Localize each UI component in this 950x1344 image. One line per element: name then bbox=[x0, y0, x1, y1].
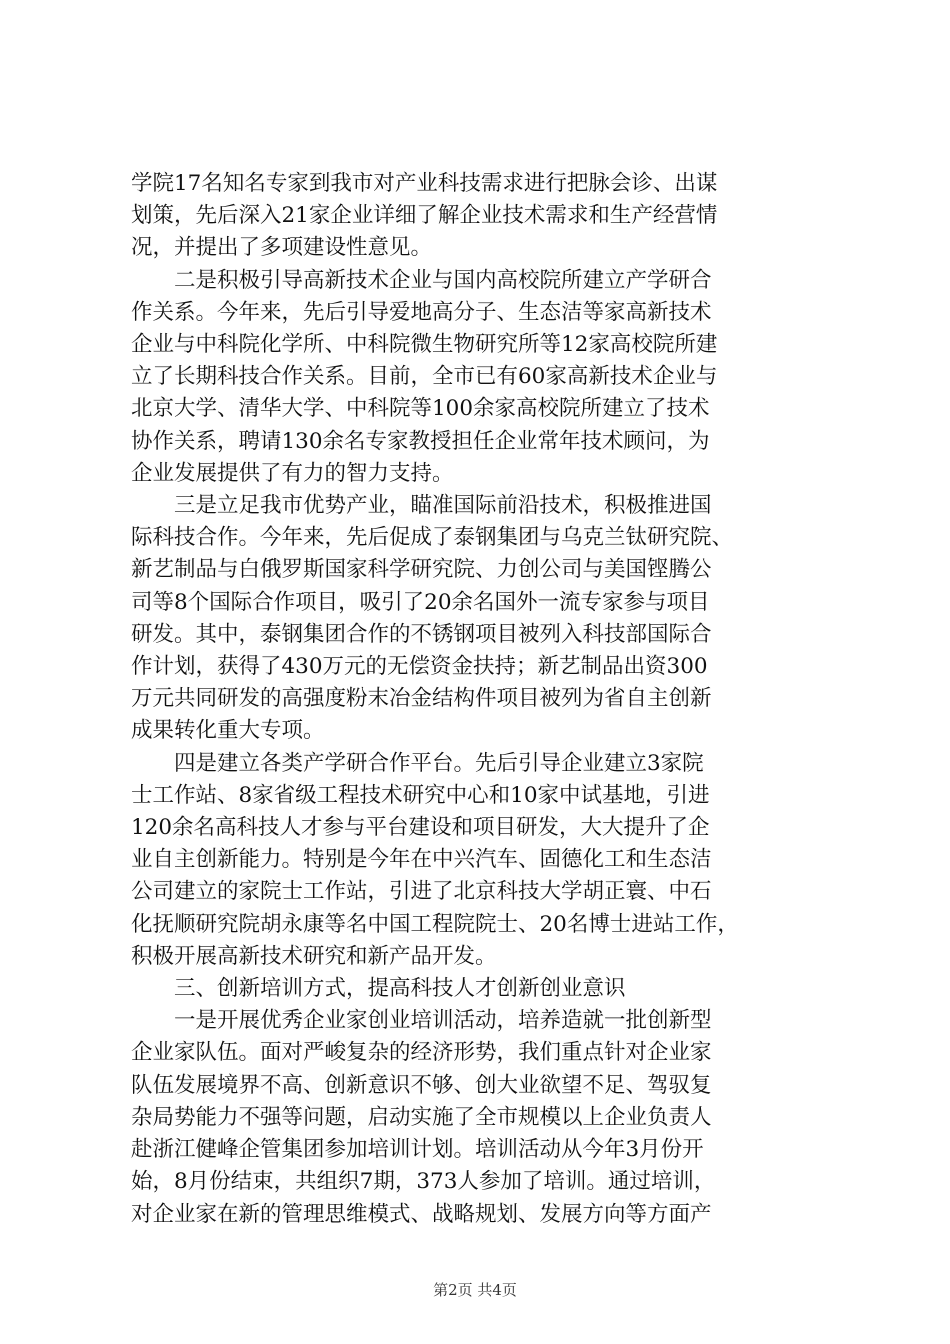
page-footer: 第2页 共4页 bbox=[433, 1281, 517, 1299]
paragraph-industry-academia: 二是积极引导高新技术企业与国内高校院所建立产学研合 作关系。今年来，先后引导爱地高分子、生态洁等家高新技术 企业与中科院化学所、中科院微生物研究所等12家高校院所建 立了长期科技合作关系。目前，全市已有60家高新技术企业与 北京大学、清华大学、中科院等100余家高校院所建立了技术 协作关系，聘请130余名专家教授担任企业常年技术顾问，为 企业发展提供了有力的智力支持。 bbox=[131, 267, 718, 486]
section-heading-training: 三、创新培训方式，提高科技人才创新创业意识 bbox=[131, 976, 626, 1002]
document-body bbox=[131, 168, 831, 1231]
paragraph-entrepreneur-training: 一是开展优秀企业家创业培训活动，培养造就一批创新型 企业家队伍。面对严峻复杂的经济形势，我们重点针对企业家 队伍发展境界不高、创新意识不够、创大业欲望不足、驾驭复 杂局势能力不强等问题，启动实施了全市规模以上企业负责人 赴浙江健峰企管集团参加培训计划。培训活动从今年3月份开 始，8月份结束，共组织7期，373人参加了培训。通过培训， 对企业家在新的管理思维模式、战略规划、发展方向等方面产 bbox=[131, 1008, 716, 1227]
paragraph-international-cooperation: 三是立足我市优势产业，瞄准国际前沿技术，积极推进国 际科技合作。今年来，先后促成了泰钢集团与乌克兰钛研究院、 新艺制品与白俄罗斯国家科学研究院、力创公司与美国铿腾公 司等8个国际合作项目，吸引了20余名国外一流专家参与项目 研发。其中，泰钢集团合作的不锈钢项目被列入科技部国际合 作计划，获得了430万元的无偿资金扶持；新艺制品出资300 万元共同研发的高强度粉末冶金结构件项目被列为省自主创新 成果转化重大专项。 bbox=[131, 493, 734, 744]
paragraph-platforms: 四是建立各类产学研合作平台。先后引导企业建立3家院 士工作站、8家省级工程技术研究中心和10家中试基地，引进 120余名高科技人才参与平台建设和项目研发，大大提升了企 业自主创新能力。特别是今年在中兴汽车、固德化工和生态洁 公司建立的家院士工作站，引进了北京科技大学胡正寰、中石 化抚顺研究院胡永康等名中国工程院院士、20名博士进站工作， 积极开展高新技术研究和新产品开发。 bbox=[131, 750, 739, 969]
paragraph-continuation: 学院17名知名专家到我市对产业科技需求进行把脉会诊、出谋 划策，先后深入21家企业详细了解企业技术需求和生产经营情 况，并提出了多项建设性意见。 bbox=[131, 171, 718, 261]
